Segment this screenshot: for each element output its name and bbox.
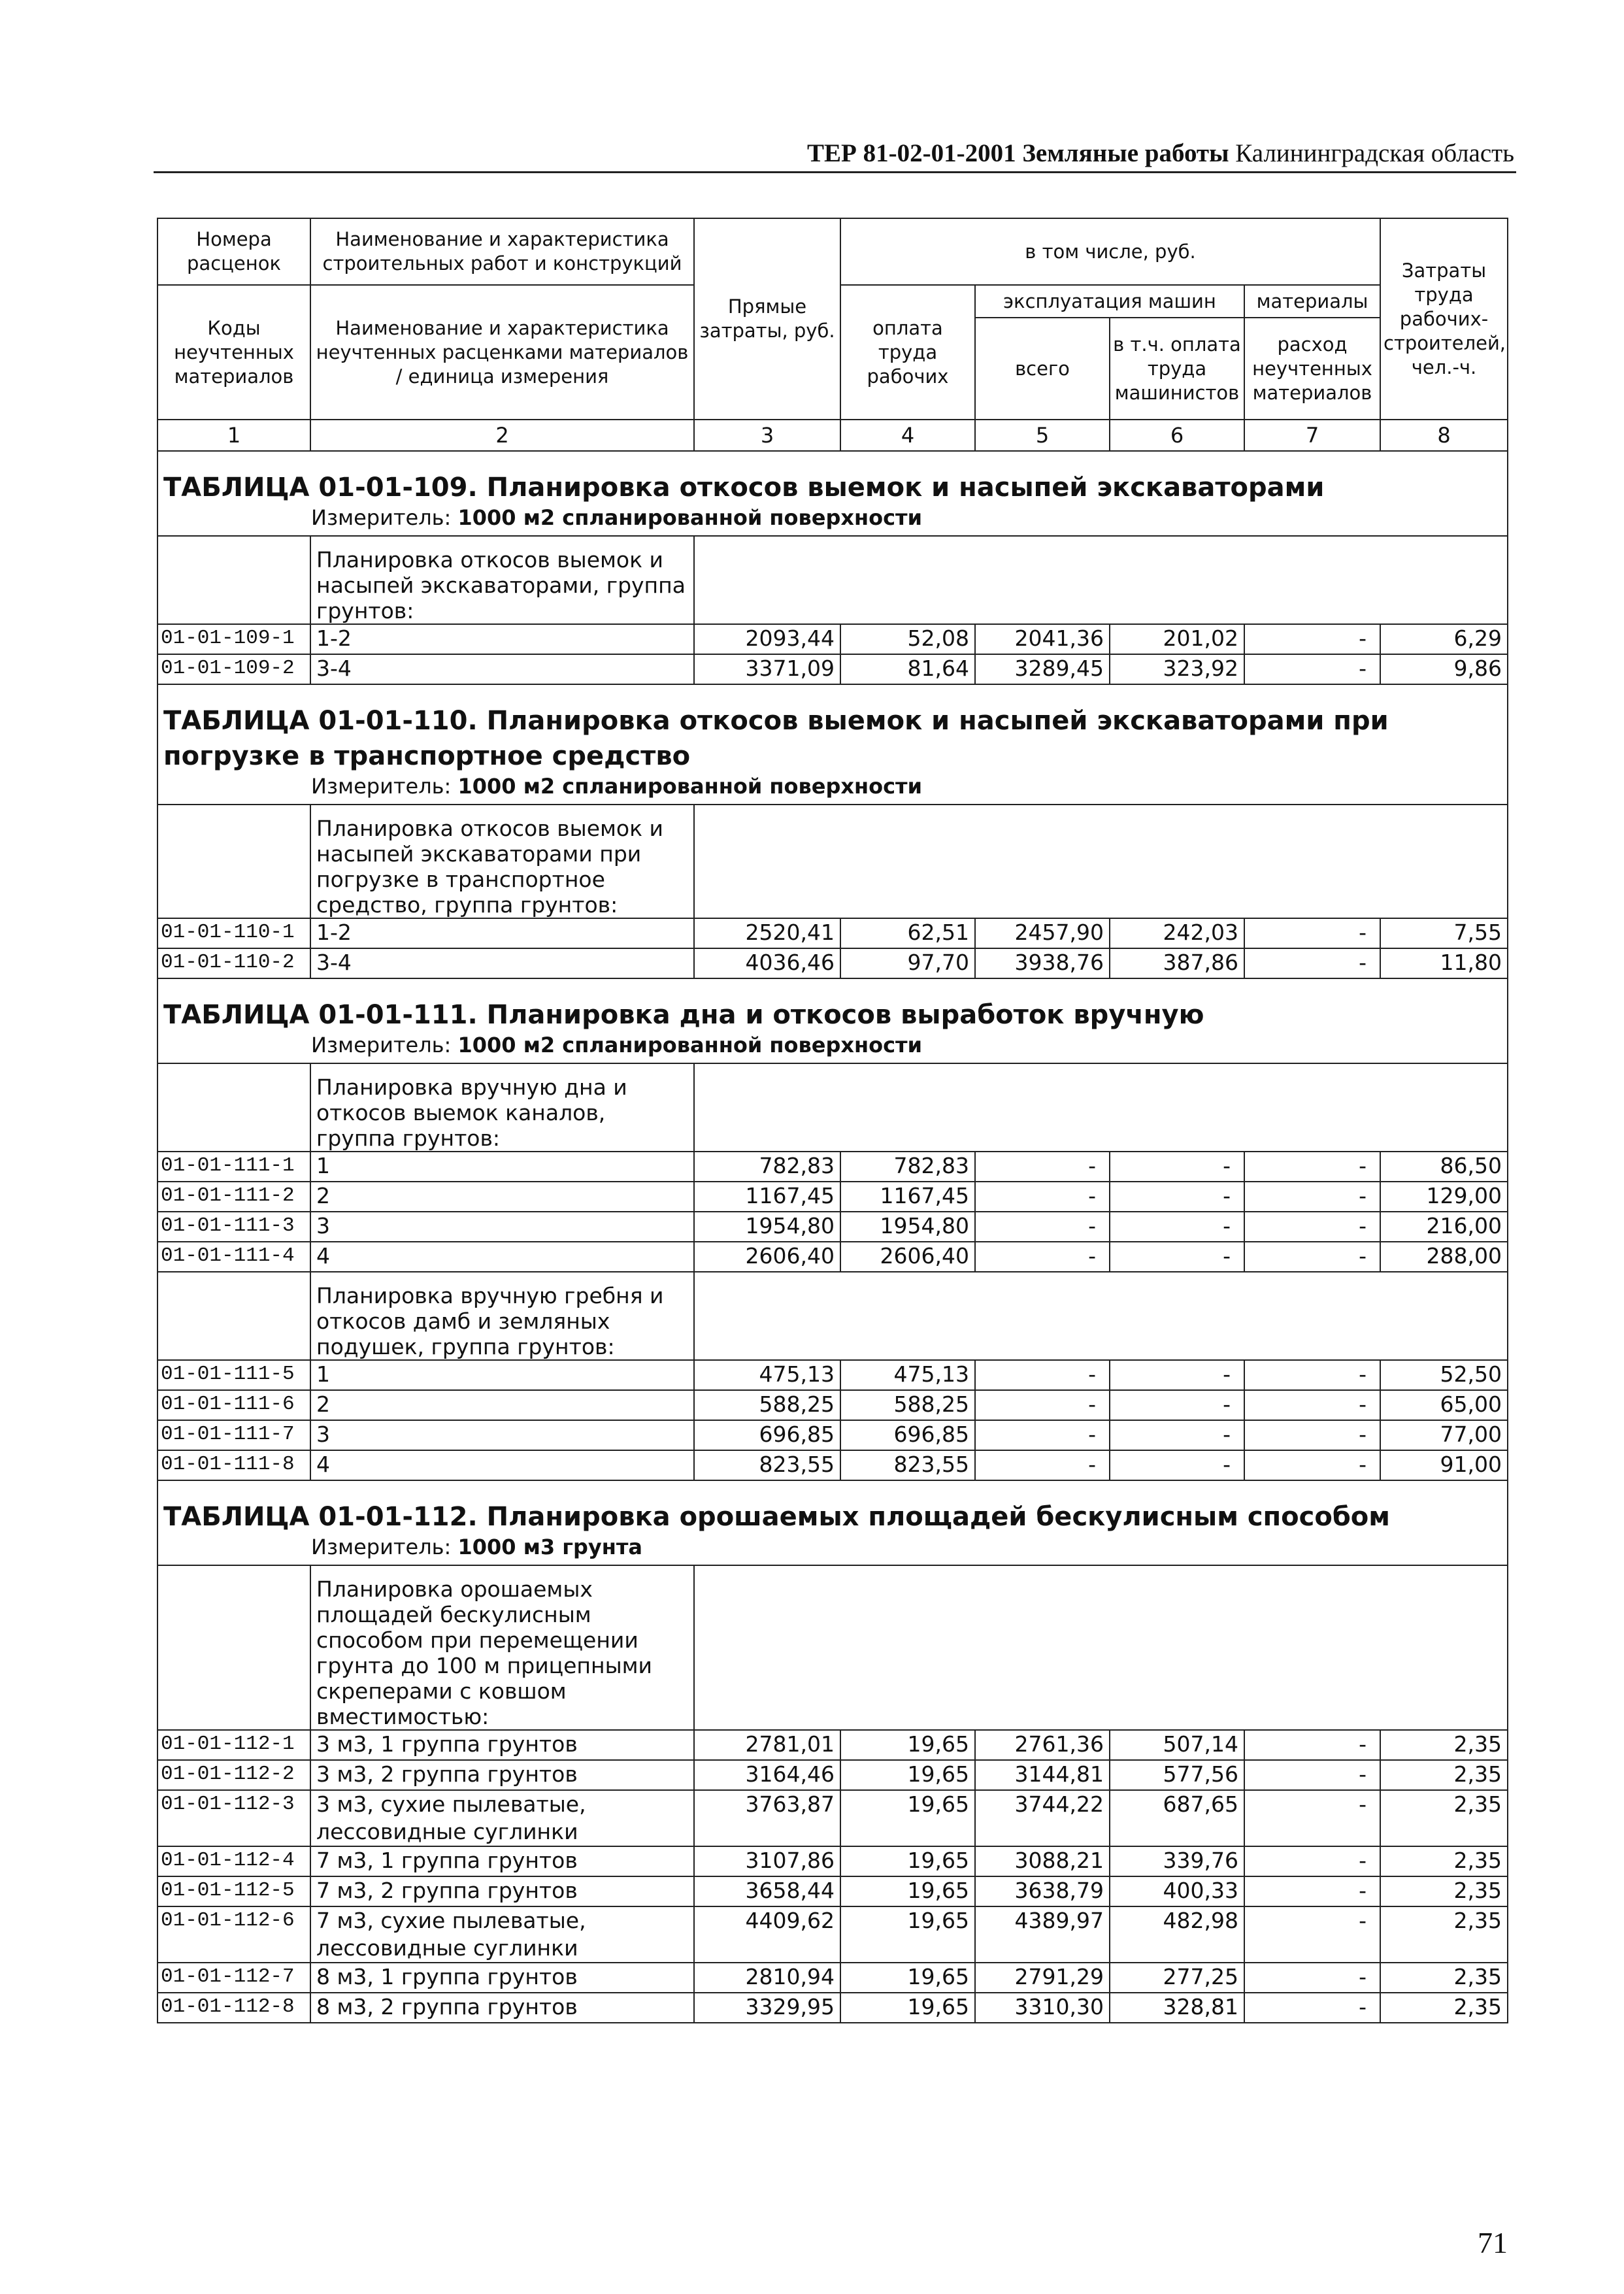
table-name: Планировка откосов выемок и насыпей экскаваторами [486,473,1325,503]
materials-usage: - [1244,1876,1380,1906]
labor-costs: 7,55 [1380,918,1508,948]
work-name: 1-2 [310,918,694,948]
col-head-name-top: Наименование и характеристика строительных работ и конструкций [310,218,694,285]
labor-costs: 2,35 [1380,1760,1508,1790]
table-row [157,1906,1508,1963]
col-head-materials: материалы [1244,285,1380,318]
direct-costs: 696,85 [694,1420,840,1450]
table-title-row [157,684,1508,774]
rate-code: 01-01-112-7 [157,1963,310,1993]
col-number: 8 [1380,420,1508,451]
col-head-machine-ops: эксплуатация машин [975,285,1244,318]
labor-pay: 475,13 [840,1360,975,1390]
machine-total: 4389,97 [975,1906,1110,1963]
labor-pay: 81,64 [840,654,975,684]
labor-costs: 6,29 [1380,624,1508,654]
unit-label: Измеритель: [311,1033,452,1057]
machine-labor: 201,02 [1110,624,1244,654]
direct-costs: 1954,80 [694,1212,840,1242]
table-row [157,918,1508,948]
materials-usage: - [1244,1906,1380,1963]
table-label: ТАБЛИЦА 01-01-111. [163,1000,478,1030]
machine-labor: 323,92 [1110,654,1244,684]
desc-empty-cell [694,536,1508,624]
table-row [157,1846,1508,1876]
col-head-machine-labor: в т.ч. оплата труда машинистов [1110,318,1244,420]
materials-usage: - [1244,1450,1380,1480]
rate-code: 01-01-110-2 [157,948,310,978]
col-head-name-bottom: Наименование и характеристика неучтенных расценками материалов / единица измерения [310,285,694,420]
labor-pay: 782,83 [840,1152,975,1182]
materials-usage: - [1244,624,1380,654]
work-name: 3 [310,1420,694,1450]
labor-costs: 65,00 [1380,1390,1508,1420]
labor-costs: 52,50 [1380,1360,1508,1390]
running-header [807,139,1514,168]
labor-pay: 2606,40 [840,1242,975,1272]
table-unit-row [157,1033,1508,1063]
materials-usage: - [1244,1360,1380,1390]
table-title-row [157,978,1508,1033]
machine-total: 2041,36 [975,624,1110,654]
labor-pay: 19,65 [840,1993,975,2023]
rate-code: 01-01-112-5 [157,1876,310,1906]
page-number: 71 [1478,2226,1508,2259]
table-unit-row [157,774,1508,805]
labor-costs: 2,35 [1380,1846,1508,1876]
labor-pay: 588,25 [840,1390,975,1420]
desc-empty-cell [694,805,1508,918]
direct-costs: 2520,41 [694,918,840,948]
machine-total: 3088,21 [975,1846,1110,1876]
rate-code: 01-01-111-7 [157,1420,310,1450]
col-number: 3 [694,420,840,451]
machine-labor: - [1110,1152,1244,1182]
table-row [157,1993,1508,2023]
rate-code: 01-01-109-2 [157,654,310,684]
labor-costs: 2,35 [1380,1963,1508,1993]
machine-labor: 482,98 [1110,1906,1244,1963]
direct-costs: 3107,86 [694,1846,840,1876]
table-row [157,1212,1508,1242]
desc-code-cell [157,1272,310,1360]
group-description-row [157,1063,1508,1152]
rates-body-table [157,452,1508,2023]
work-name: 1 [310,1360,694,1390]
direct-costs: 2093,44 [694,624,840,654]
col-head-labor-pay: оплата труда рабочих [840,285,975,420]
group-description-row [157,805,1508,918]
labor-pay: 19,65 [840,1906,975,1963]
machine-total: 3638,79 [975,1876,1110,1906]
materials-usage: - [1244,654,1380,684]
rate-code: 01-01-112-8 [157,1993,310,2023]
labor-pay: 1167,45 [840,1182,975,1212]
machine-labor: 277,25 [1110,1963,1244,1993]
col-head-direct-costs: Прямые затраты, руб. [694,218,840,420]
labor-costs: 2,35 [1380,1790,1508,1846]
table-unit-row [157,505,1508,536]
work-name: 7 м3, сухие пылеватые, лессовидные суглинки [310,1906,694,1963]
direct-costs: 3164,46 [694,1760,840,1790]
labor-pay: 696,85 [840,1420,975,1450]
machine-labor: - [1110,1242,1244,1272]
rate-code: 01-01-111-2 [157,1182,310,1212]
unit-label: Измеритель: [311,774,452,799]
work-name: 3 [310,1212,694,1242]
desc-empty-cell [694,1063,1508,1152]
materials-usage: - [1244,1182,1380,1212]
direct-costs: 3763,87 [694,1790,840,1846]
labor-pay: 1954,80 [840,1212,975,1242]
col-number: 1 [157,420,310,451]
col-head-codes-top: Номера расценок [157,218,310,285]
machine-total: - [975,1182,1110,1212]
direct-costs: 475,13 [694,1360,840,1390]
work-name: 8 м3, 2 группа грунтов [310,1993,694,2023]
table-title [157,978,1508,1033]
materials-usage: - [1244,1212,1380,1242]
unit-value: 1000 м3 грунта [457,1535,642,1559]
materials-usage: - [1244,1963,1380,1993]
labor-pay: 19,65 [840,1730,975,1760]
machine-total: 2791,29 [975,1963,1110,1993]
direct-costs: 782,83 [694,1152,840,1182]
labor-pay: 52,08 [840,624,975,654]
materials-usage: - [1244,1242,1380,1272]
group-description: Планировка вручную гребня и откосов дамб и земляных подушек, группа грунтов: [310,1272,694,1360]
machine-labor: 400,33 [1110,1876,1244,1906]
direct-costs: 2781,01 [694,1730,840,1760]
group-description: Планировка орошаемых площадей бескулисным способом при перемещении грунта до 100 м прицепными скреперами с ковшом вместимостью: [310,1565,694,1730]
table-title-row [157,452,1508,505]
work-name: 3-4 [310,948,694,978]
rate-code: 01-01-111-6 [157,1390,310,1420]
machine-labor: 687,65 [1110,1790,1244,1846]
col-head-materials-usage: расход неучтенных материалов [1244,318,1380,420]
desc-empty-cell [694,1272,1508,1360]
materials-usage: - [1244,1730,1380,1760]
machine-total: - [975,1212,1110,1242]
col-number: 7 [1244,420,1380,451]
machine-labor: 242,03 [1110,918,1244,948]
direct-costs: 2606,40 [694,1242,840,1272]
desc-code-cell [157,1063,310,1152]
table-unit [157,774,1508,805]
machine-labor: - [1110,1360,1244,1390]
labor-costs: 216,00 [1380,1212,1508,1242]
col-number: 4 [840,420,975,451]
work-name: 3-4 [310,654,694,684]
work-name: 2 [310,1182,694,1212]
machine-labor: 339,76 [1110,1846,1244,1876]
work-name: 2 [310,1390,694,1420]
rate-code: 01-01-111-5 [157,1360,310,1390]
direct-costs: 3658,44 [694,1876,840,1906]
group-description: Планировка вручную дна и откосов выемок каналов, группа грунтов: [310,1063,694,1152]
group-description-row [157,1565,1508,1730]
rate-code: 01-01-111-4 [157,1242,310,1272]
table-row [157,948,1508,978]
labor-costs: 2,35 [1380,1876,1508,1906]
labor-pay: 19,65 [840,1790,975,1846]
work-name: 4 [310,1242,694,1272]
machine-labor: - [1110,1420,1244,1450]
machine-total: 3938,76 [975,948,1110,978]
unit-value: 1000 м2 спланированной поверхности [457,774,923,799]
direct-costs: 3371,09 [694,654,840,684]
col-head-including: в том числе, руб. [840,218,1380,285]
machine-total: 3289,45 [975,654,1110,684]
labor-costs: 77,00 [1380,1420,1508,1450]
machine-labor: 507,14 [1110,1730,1244,1760]
machine-total: - [975,1390,1110,1420]
unit-value: 1000 м2 спланированной поверхности [457,1033,923,1057]
group-description: Планировка откосов выемок и насыпей экскаваторами при погрузке в транспортное средство, группа грунтов: [310,805,694,918]
rate-code: 01-01-112-1 [157,1730,310,1760]
header-rule [154,171,1516,173]
labor-costs: 2,35 [1380,1906,1508,1963]
table-unit [157,505,1508,536]
direct-costs: 4036,46 [694,948,840,978]
col-head-machine-total: всего [975,318,1110,420]
table-row [157,1360,1508,1390]
labor-costs: 288,00 [1380,1242,1508,1272]
desc-code-cell [157,805,310,918]
column-header-table [157,218,1508,452]
labor-pay: 19,65 [840,1846,975,1876]
rate-code: 01-01-112-6 [157,1906,310,1963]
header-title: Земляные работы [1022,139,1229,167]
col-head-labor-costs: Затраты труда рабочих-строителей, чел.-ч. [1380,218,1508,420]
group-description-row [157,536,1508,624]
group-description-row [157,1272,1508,1360]
rate-code: 01-01-110-1 [157,918,310,948]
direct-costs: 1167,45 [694,1182,840,1212]
work-name: 1-2 [310,624,694,654]
work-name: 7 м3, 2 группа грунтов [310,1876,694,1906]
rates-grid [157,218,1507,2023]
machine-labor: 328,81 [1110,1993,1244,2023]
materials-usage: - [1244,1420,1380,1450]
col-number: 5 [975,420,1110,451]
labor-costs: 91,00 [1380,1450,1508,1480]
machine-labor: - [1110,1182,1244,1212]
unit-label: Измеритель: [311,505,452,530]
labor-costs: 129,00 [1380,1182,1508,1212]
header-code: ТЕР 81-02-01-2001 [807,139,1016,167]
labor-pay: 97,70 [840,948,975,978]
table-unit-row [157,1535,1508,1565]
table-row [157,1420,1508,1450]
unit-label: Измеритель: [311,1535,452,1559]
labor-pay: 19,65 [840,1760,975,1790]
labor-costs: 9,86 [1380,654,1508,684]
table-label: ТАБЛИЦА 01-01-112. [163,1502,478,1532]
machine-labor: - [1110,1212,1244,1242]
table-name: Планировка откосов выемок и насыпей экскаваторами при погрузке в транспортное средство [163,706,1389,771]
machine-total: 2457,90 [975,918,1110,948]
rate-code: 01-01-111-1 [157,1152,310,1182]
labor-pay: 823,55 [840,1450,975,1480]
machine-total: 3744,22 [975,1790,1110,1846]
machine-total: - [975,1242,1110,1272]
desc-code-cell [157,1565,310,1730]
materials-usage: - [1244,918,1380,948]
direct-costs: 2810,94 [694,1963,840,1993]
rate-code: 01-01-109-1 [157,624,310,654]
unit-value: 1000 м2 спланированной поверхности [457,505,923,530]
table-row [157,1390,1508,1420]
labor-costs: 86,50 [1380,1152,1508,1182]
labor-pay: 19,65 [840,1876,975,1906]
rate-code: 01-01-111-3 [157,1212,310,1242]
materials-usage: - [1244,1846,1380,1876]
materials-usage: - [1244,948,1380,978]
table-row [157,1790,1508,1846]
table-row [157,624,1508,654]
machine-labor: - [1110,1450,1244,1480]
materials-usage: - [1244,1790,1380,1846]
direct-costs: 588,25 [694,1390,840,1420]
work-name: 8 м3, 1 группа грунтов [310,1963,694,1993]
machine-total: - [975,1152,1110,1182]
table-row [157,1963,1508,1993]
table-label: ТАБЛИЦА 01-01-109. [163,473,478,503]
table-row [157,1182,1508,1212]
desc-empty-cell [694,1565,1508,1730]
rates-body [157,452,1508,2023]
table-row [157,1760,1508,1790]
rate-code: 01-01-112-3 [157,1790,310,1846]
labor-costs: 11,80 [1380,948,1508,978]
table-row [157,1730,1508,1760]
materials-usage: - [1244,1152,1380,1182]
direct-costs: 4409,62 [694,1906,840,1963]
table-unit [157,1535,1508,1565]
machine-total: - [975,1420,1110,1450]
machine-total: - [975,1450,1110,1480]
col-head-codes-bottom: Коды неучтенных материалов [157,285,310,420]
work-name: 3 м3, 1 группа грунтов [310,1730,694,1760]
table-row [157,1876,1508,1906]
machine-total: 3310,30 [975,1993,1110,2023]
machine-labor: 387,86 [1110,948,1244,978]
rate-code: 01-01-112-2 [157,1760,310,1790]
group-description: Планировка откосов выемок и насыпей экскаваторами, группа грунтов: [310,536,694,624]
table-row [157,654,1508,684]
rate-code: 01-01-111-8 [157,1450,310,1480]
table-name: Планировка орошаемых площадей бескулисным способом [486,1502,1390,1532]
materials-usage: - [1244,1390,1380,1420]
desc-code-cell [157,536,310,624]
header-region: Калининградская область [1235,139,1514,167]
table-title [157,1480,1508,1535]
direct-costs: 823,55 [694,1450,840,1480]
col-number: 2 [310,420,694,451]
table-title [157,452,1508,505]
table-name: Планировка дна и откосов выработок вручную [486,1000,1204,1030]
table-title-row [157,1480,1508,1535]
machine-total: - [975,1360,1110,1390]
work-name: 7 м3, 1 группа грунтов [310,1846,694,1876]
table-row [157,1152,1508,1182]
work-name: 1 [310,1152,694,1182]
table-row [157,1242,1508,1272]
machine-labor: 577,56 [1110,1760,1244,1790]
work-name: 4 [310,1450,694,1480]
labor-pay: 19,65 [840,1963,975,1993]
materials-usage: - [1244,1760,1380,1790]
labor-costs: 2,35 [1380,1993,1508,2023]
direct-costs: 3329,95 [694,1993,840,2023]
labor-pay: 62,51 [840,918,975,948]
work-name: 3 м3, 2 группа грунтов [310,1760,694,1790]
labor-costs: 2,35 [1380,1730,1508,1760]
machine-total: 2761,36 [975,1730,1110,1760]
col-number: 6 [1110,420,1244,451]
table-title [157,684,1508,774]
table-unit [157,1033,1508,1063]
table-label: ТАБЛИЦА 01-01-110. [163,706,478,736]
materials-usage: - [1244,1993,1380,2023]
rate-code: 01-01-112-4 [157,1846,310,1876]
work-name: 3 м3, сухие пылеватые, лессовидные суглинки [310,1790,694,1846]
table-row [157,1450,1508,1480]
machine-total: 3144,81 [975,1760,1110,1790]
machine-labor: - [1110,1390,1244,1420]
